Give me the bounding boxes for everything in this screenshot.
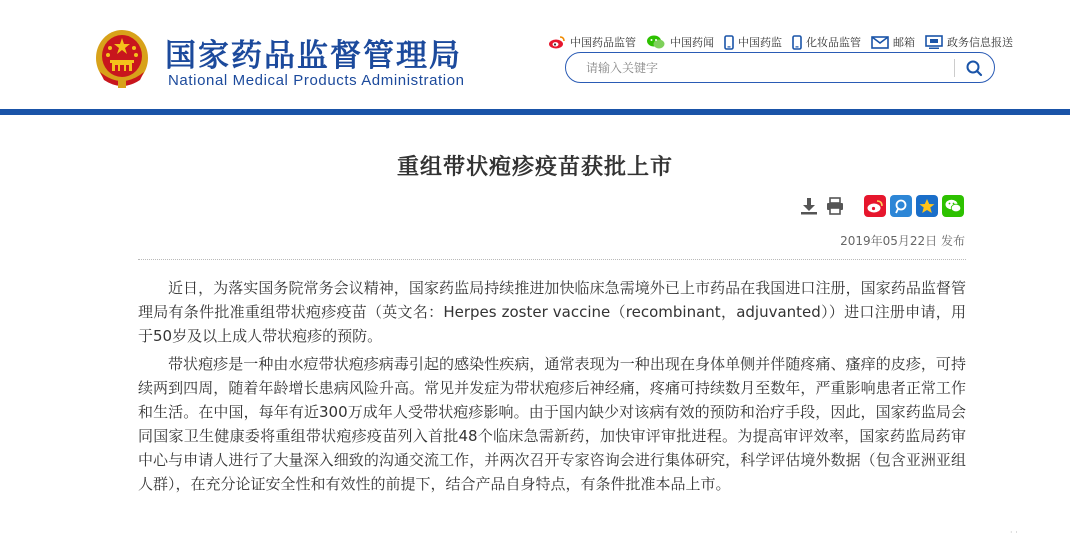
wechat-icon — [944, 198, 962, 214]
article-actions — [798, 193, 968, 219]
publish-date: 2019年05月22日 发布 — [840, 234, 965, 248]
top-link-label: 邮箱 — [893, 36, 915, 49]
print-button[interactable] — [824, 195, 846, 217]
article-paragraph: 近日，为落实国务院常务会议精神，国家药监局持续推进加快临床急需境外已上市药品在我国进口注册，国家药品监督管理局有条件批准重组带状疱疹疫苗（英文名：Herpes zoster vaccine（recombinant，adjuvanted））进口注册申请，用于50岁及以上成人带状疱疹的预防。 — [138, 279, 966, 345]
qzone-star-icon — [918, 198, 936, 214]
share-qzone-button[interactable] — [916, 195, 938, 217]
scroll-indicator: · · — [1010, 528, 1018, 535]
search-divider — [954, 59, 955, 77]
share-tencent-weibo-button[interactable] — [890, 195, 912, 217]
tencent-weibo-icon — [892, 198, 910, 214]
top-link-label: 中国药品监管 — [570, 36, 636, 49]
search-button[interactable] — [963, 58, 985, 78]
top-link-mail[interactable] — [871, 34, 915, 50]
top-link-report[interactable] — [925, 34, 1013, 50]
top-link-weibo[interactable] — [548, 34, 636, 50]
weibo-icon — [866, 198, 884, 214]
download-icon — [799, 196, 819, 216]
mobile-icon — [724, 35, 734, 50]
search-input[interactable] — [586, 59, 946, 77]
monitor-icon — [925, 35, 943, 50]
site-title-cn[interactable]: 国家药品监督管理局 — [165, 38, 462, 74]
top-link-label: 政务信息报送 — [947, 36, 1013, 49]
wechat-icon — [646, 35, 666, 49]
top-link-app[interactable] — [724, 34, 782, 50]
top-links — [548, 33, 1023, 51]
top-link-label: 化妆品监管 — [806, 36, 861, 49]
top-link-label: 中国药监 — [738, 36, 782, 49]
top-link-label: 中国药闻 — [670, 36, 714, 49]
top-link-wechat[interactable] — [646, 34, 714, 50]
article-divider — [138, 259, 966, 260]
share-weibo-button[interactable] — [864, 195, 886, 217]
mobile-icon — [792, 35, 802, 50]
national-emblem-icon[interactable] — [94, 28, 150, 90]
search-box — [565, 52, 995, 83]
site-title-en[interactable]: National Medical Products Administration — [168, 72, 465, 89]
article-body — [138, 276, 966, 500]
print-icon — [825, 196, 845, 216]
article-paragraph: 带状疱疹是一种由水痘带状疱疹病毒引起的感染性疾病，通常表现为一种出现在身体单侧并伴随疼痛、瘙痒的皮疹，可持续两到四周，随着年龄增长患病风险升高。常见并发症为带状疱疹后神经痛，疼痛可持续数月至数年，严重影响患者正常工作和生活。在中国，每年有近300万成年人受带状疱疹影响。由于国内缺少对该病有效的预防和治疗手段，因此，国家药监局会同国家卫生健康委将重组带状疱疹疫苗列入首批48个临床急需新药，加快审评审批进程。为提高审评效率，国家药监局药审中心与申请人进行了大量深入细致的沟通交流工作，并两次召开专家咨询会进行集体研究，科学评估境外数据（包含亚洲亚组人群），在充分论证安全性和有效性的前提下，结合产品自身特点，有条件批准本品上市。 — [138, 355, 966, 493]
article-title: 重组带状疱疹疫苗获批上市 — [396, 155, 673, 180]
search-icon — [963, 58, 985, 78]
weibo-icon — [548, 35, 566, 49]
top-link-cosmetics[interactable] — [792, 34, 861, 50]
mail-icon — [871, 36, 889, 49]
download-button[interactable] — [798, 195, 820, 217]
site-header — [0, 0, 1070, 110]
share-wechat-button[interactable] — [942, 195, 964, 217]
header-divider-bar — [0, 109, 1070, 115]
